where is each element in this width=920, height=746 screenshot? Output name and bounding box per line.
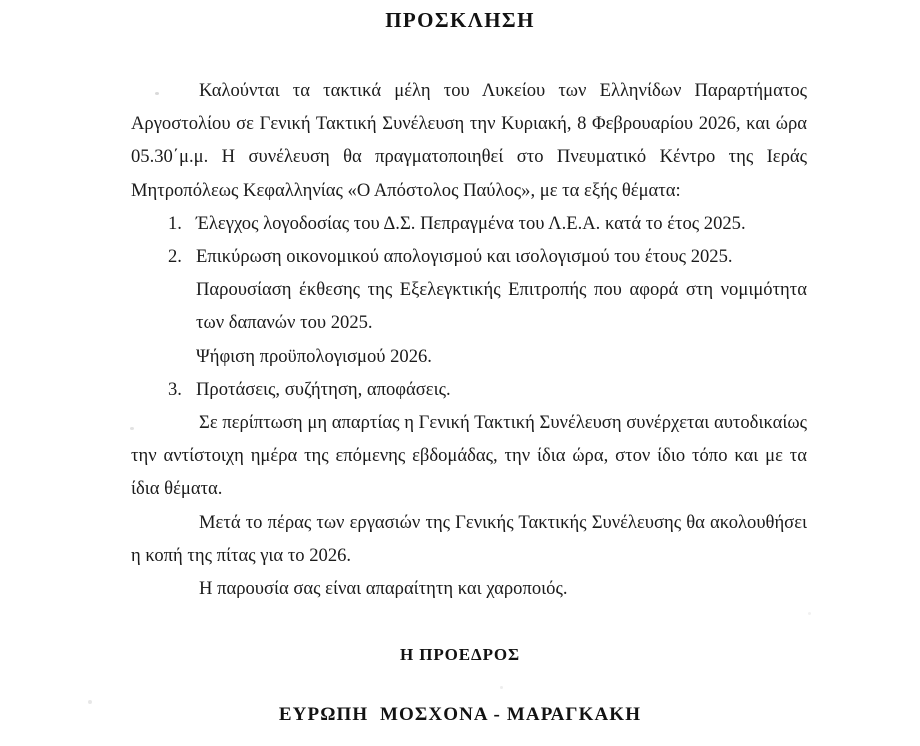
signature-role: Η ΠΡΟΕΔΡΟΣ [399,645,521,664]
scan-artifact-speck [500,686,503,689]
pita-cutting-paragraph: Μετά το πέρας των εργασιών της Γενικής Τακτικής Συνέλευσης θα ακολουθήσει η κοπή της πίτας για το 2026. [131,511,807,566]
agenda-item-text: Προτάσεις, συζήτηση, αποφάσεις. [196,378,451,400]
scan-artifact-speck [808,612,811,615]
agenda-list [131,207,807,406]
intro-paragraph: Καλούνται τα τακτικά μέλη του Λυκείου των Ελληνίδων Παραρτήματος Αργοστολίου σε Γενική Τακτική Συνέλευση την Κυριακή, 8 Φεβρουαρίου 2026, και ώρα 05.30΄μ.μ. Η συνέλευση θα πραγματοποιηθεί στο Πνευματικό Κέντρο της Ιεράς Μητροπόλεως Κεφαλληνίας «Ο Απόστολος Παύλος», με τα εξής θέματα: [131,80,807,201]
agenda-item-number: 3. [168,378,182,400]
agenda-item-3 [131,373,807,406]
agenda-subitem-audit-report: Παρουσίαση έκθεσης της Εξελεγκτικής Επιτροπής που αφορά στη νομιμότητα των δαπανών του 2025. [196,279,807,334]
agenda-subitem-budget-vote: Ψήφιση προϋπολογισμού 2026. [196,345,432,367]
page-title: ΠΡΟΣΚΛΗΣΗ [385,8,535,32]
agenda-item-text: Επικύρωση οικονομικού απολογισμού και ισολογισμού του έτους 2025. [196,246,733,268]
document-body [131,74,807,605]
quorum-paragraph: Σε περίπτωση μη απαρτίας η Γενική Τακτική Συνέλευση συνέρχεται αυτοδικαίως την αντίστοιχη ημέρα της επόμενης εβδομάδας, την ίδια ώρα, στον ίδιο τόπο και με τα ίδια θέματα. [131,412,807,500]
agenda-item-number: 2. [168,246,182,268]
agenda-item-text: Έλεγχος λογοδοσίας του Δ.Σ. Πεπραγμένα του Λ.Ε.Α. κατά το έτος 2025. [196,212,746,234]
agenda-item-2 [131,240,807,273]
agenda-item-1 [131,207,807,240]
attendance-paragraph: Η παρουσία σας είναι απαραίτητη και χαροποιός. [199,578,568,600]
agenda-item-number: 1. [168,212,182,234]
signature-name: ΕΥΡΩΠΗ ΜΟΣΧΟΝΑ - ΜΑΡΑΓΚΑΚΗ [278,704,642,725]
